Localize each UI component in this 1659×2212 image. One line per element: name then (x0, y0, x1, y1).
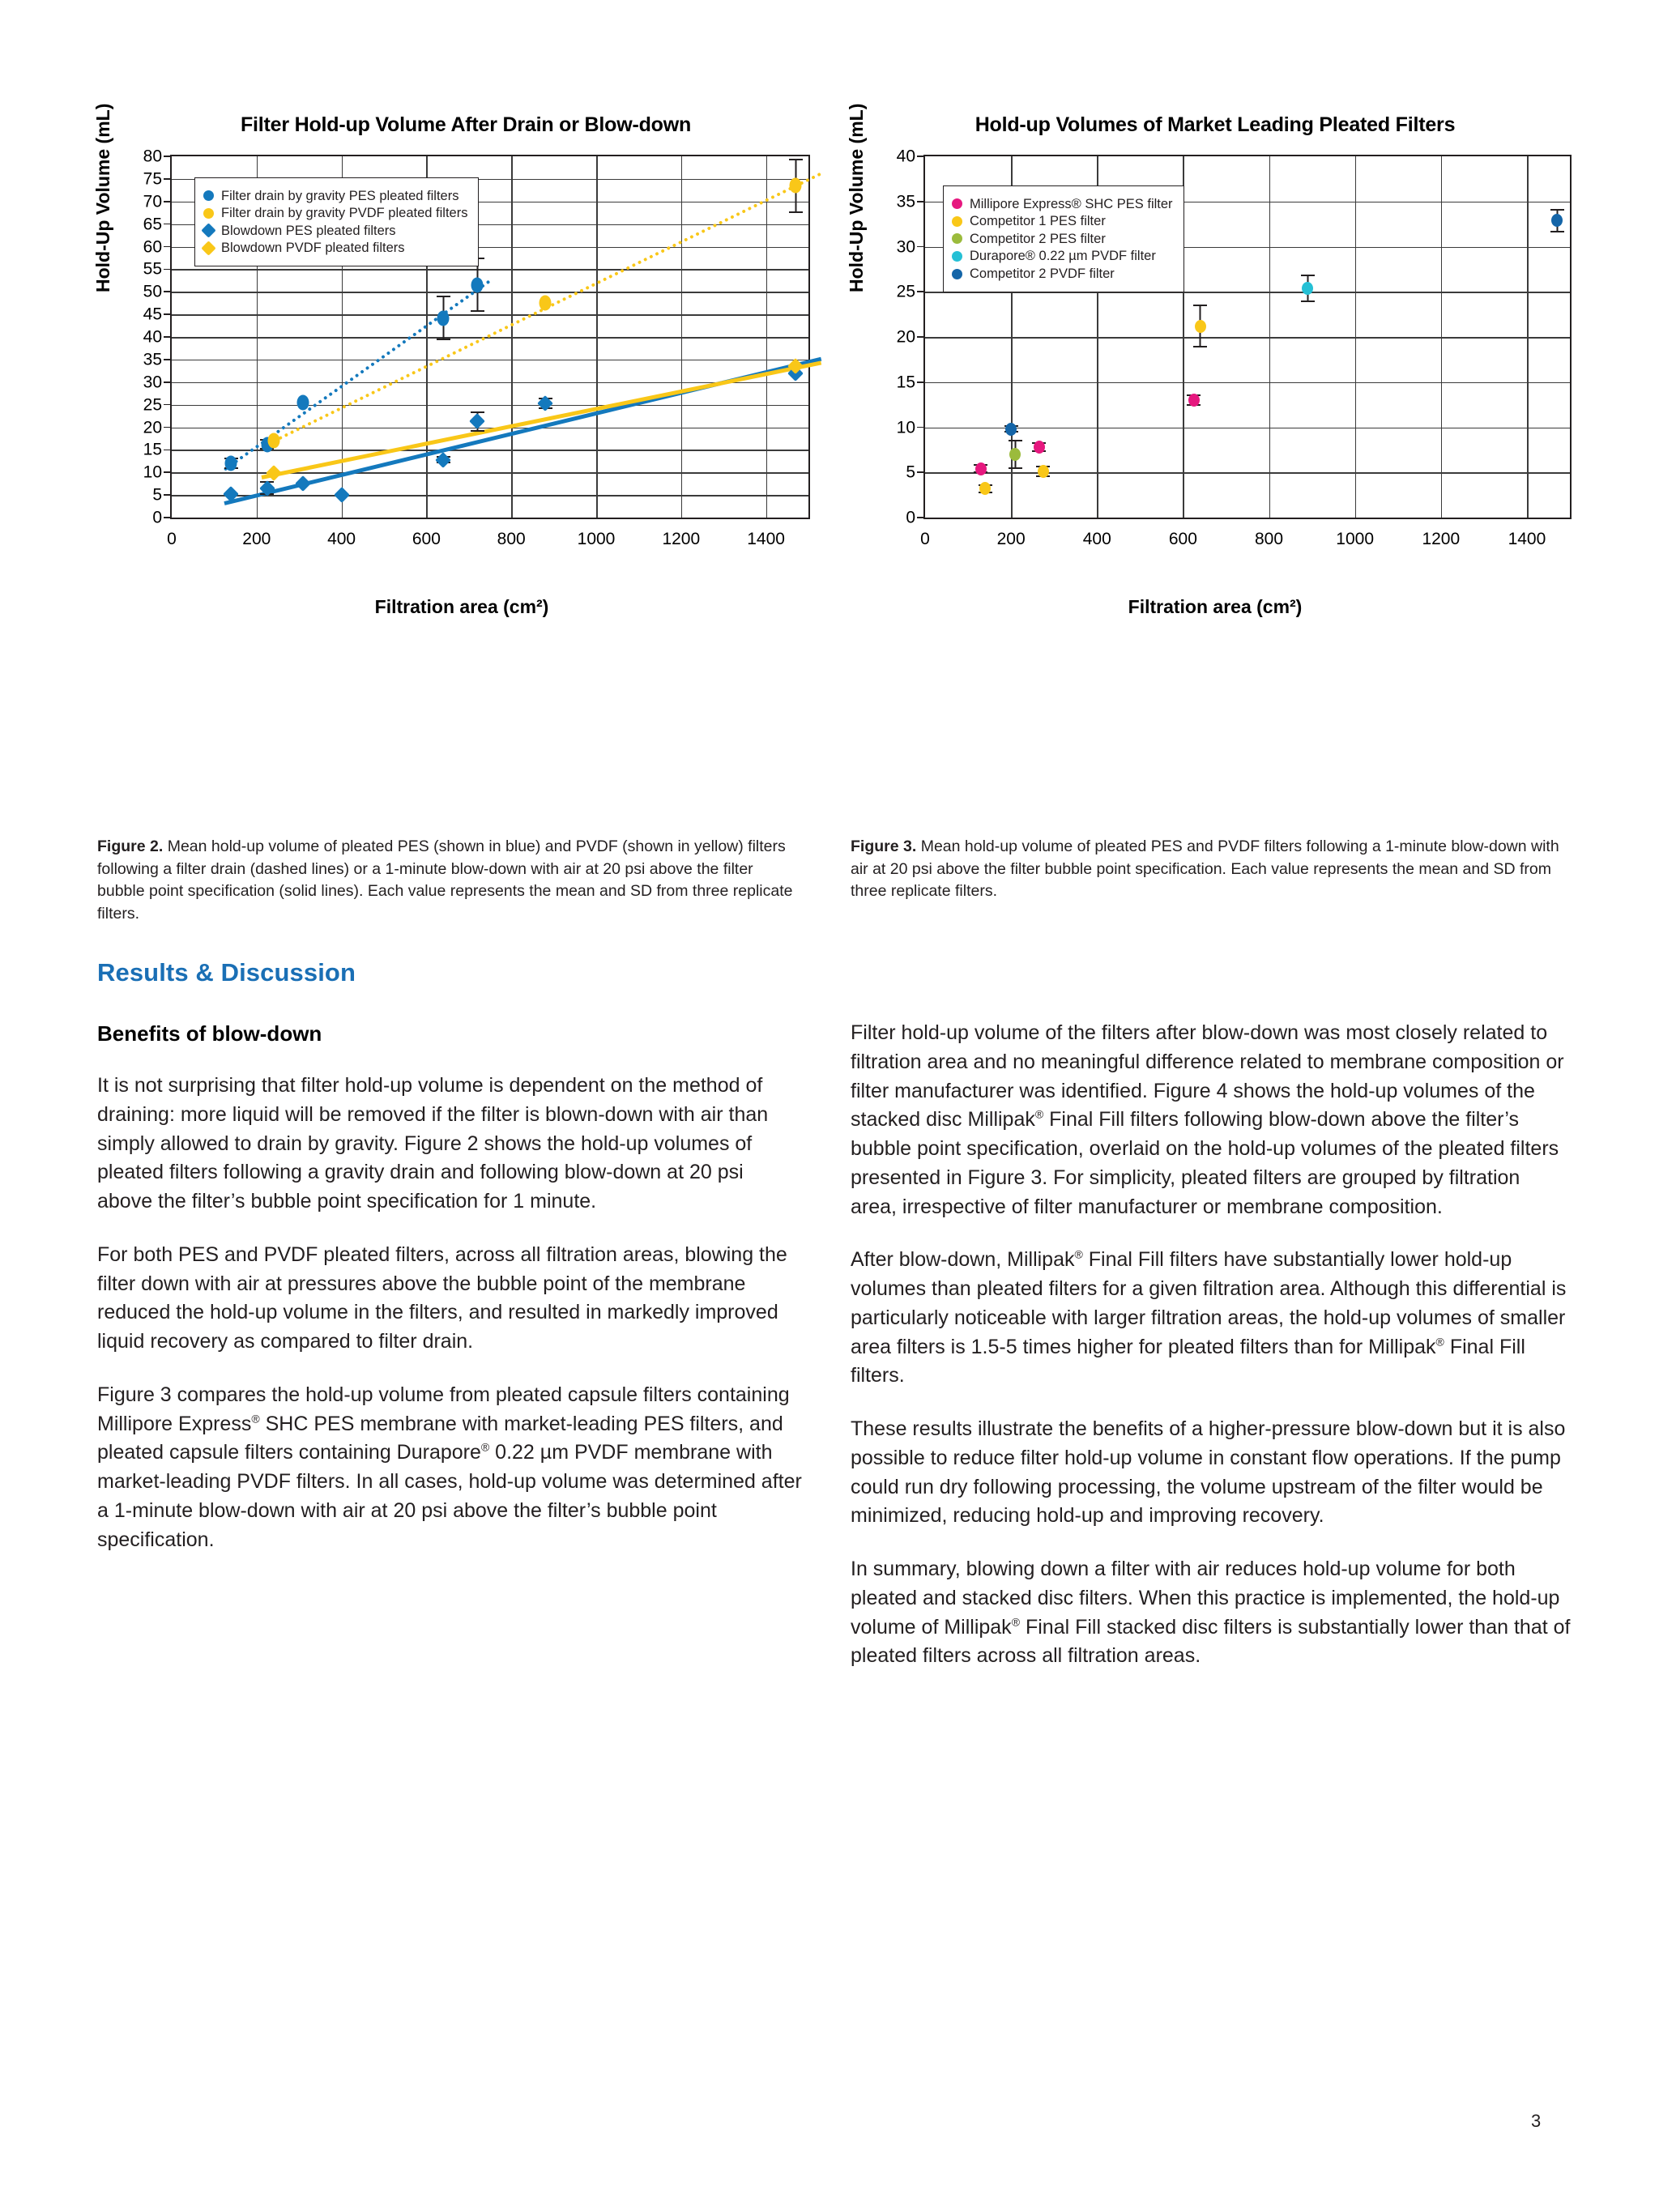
y-axis-tick-label: 25 (896, 282, 915, 301)
legend-item (952, 249, 1173, 263)
x-axis-tick-label: 800 (497, 530, 526, 548)
y-axis-tick-mark (917, 336, 925, 338)
data-point (267, 433, 279, 449)
legend-item (203, 189, 467, 203)
data-point (437, 310, 450, 326)
x-axis-tick-label: 1000 (577, 530, 616, 548)
y-axis-tick-mark (917, 517, 925, 518)
data-point (979, 482, 991, 495)
data-point (266, 465, 282, 481)
paragraph (97, 1381, 802, 1555)
gridline-horizontal (172, 292, 808, 293)
figure-3-block (846, 103, 1580, 641)
x-axis-tick-label: 400 (1082, 530, 1111, 548)
figure-3-x-axis-label: Filtration area (cm²) (1128, 596, 1303, 617)
y-axis-tick-mark (164, 494, 172, 496)
x-axis-tick-label: 1200 (662, 530, 701, 548)
figure-2-plot-area (143, 147, 810, 548)
legend-item (952, 197, 1173, 211)
figure-3-y-axis-label: Hold-Up Volume (mL) (846, 103, 867, 292)
y-axis-tick-label: 0 (152, 508, 162, 527)
y-axis-tick-mark (164, 224, 172, 225)
figures-row (0, 103, 1659, 818)
data-point (790, 178, 802, 194)
gridline-vertical (766, 156, 768, 518)
x-axis-tick-label: 600 (412, 530, 441, 548)
gridline-vertical (596, 156, 598, 518)
data-point (435, 452, 451, 468)
figure-3-caption-label: Figure 3. (851, 837, 917, 855)
figure-2-block (92, 103, 826, 641)
registered-mark: ® (251, 1412, 260, 1426)
legend-marker-circle-green (952, 233, 962, 244)
paragraph-part: Final Fill filters. (851, 1335, 1525, 1387)
legend-item (952, 232, 1173, 246)
y-axis-tick-mark (164, 291, 172, 292)
legend-item (203, 224, 467, 238)
registered-mark: ® (1074, 1247, 1083, 1261)
data-point (1034, 441, 1045, 454)
legend-item (952, 214, 1173, 228)
data-point (975, 462, 987, 475)
y-axis-tick-mark (917, 201, 925, 202)
registered-mark: ® (1034, 1107, 1044, 1121)
paragraph (851, 1019, 1572, 1221)
gridline-horizontal (925, 472, 1570, 474)
y-axis-tick-label: 55 (143, 259, 162, 279)
y-axis-tick-label: 30 (143, 373, 162, 392)
paragraph-part: Figure 3 compares the hold-up volume from pleated capsule filters containing Millipore Express (97, 1383, 790, 1435)
registered-mark: ® (1435, 1335, 1444, 1349)
y-axis-tick-label: 25 (143, 395, 162, 415)
data-point (1009, 448, 1021, 461)
legend-label: Filter drain by gravity PES pleated filters (221, 188, 459, 203)
y-axis-tick-label: 70 (143, 192, 162, 211)
y-axis-tick-label: 5 (152, 485, 162, 505)
registered-mark: ® (480, 1441, 490, 1455)
legend-item (203, 241, 467, 255)
figure-3-caption (851, 836, 1563, 903)
registered-mark: ® (1011, 1615, 1021, 1629)
y-axis-tick-mark (917, 471, 925, 473)
figure-3-legend (943, 185, 1184, 292)
data-point (1005, 423, 1017, 436)
y-axis-tick-label: 60 (143, 237, 162, 256)
y-axis-tick-label: 75 (143, 169, 162, 189)
body-column-right (851, 1019, 1572, 1671)
legend-label: Blowdown PES pleated filters (221, 223, 396, 238)
y-axis-tick-label: 50 (143, 282, 162, 301)
y-axis-tick-label: 80 (143, 147, 162, 166)
figure-3-plot-area (896, 147, 1572, 548)
figure-2-caption (97, 836, 802, 926)
y-axis-tick-label: 35 (143, 350, 162, 369)
y-axis-tick-mark (917, 291, 925, 292)
y-axis-tick-mark (917, 427, 925, 428)
y-axis-tick-mark (164, 336, 172, 338)
gridline-vertical (1441, 156, 1443, 518)
y-axis-tick-mark (164, 517, 172, 518)
y-axis-tick-mark (917, 156, 925, 157)
x-axis-tick-label: 600 (1168, 530, 1197, 548)
gridline-horizontal (172, 269, 808, 271)
y-axis-tick-label: 30 (896, 237, 915, 256)
y-axis-tick-label: 5 (906, 462, 915, 482)
y-axis-tick-label: 0 (906, 508, 915, 527)
figure-2-legend (194, 177, 479, 266)
y-axis-tick-mark (164, 359, 172, 360)
data-point (1551, 214, 1563, 227)
y-axis-tick-mark (164, 269, 172, 271)
legend-marker-circle-yellow (203, 208, 214, 219)
y-axis-tick-mark (164, 404, 172, 406)
paragraph (851, 1246, 1572, 1391)
paragraph-part: Final Fill stacked disc filters is substantially lower than that of pleated filters across all filtration areas. (851, 1615, 1571, 1668)
paragraph (851, 1555, 1572, 1671)
data-point (1195, 320, 1206, 333)
gridline-vertical (1355, 156, 1357, 518)
data-point (1302, 282, 1313, 295)
paragraph: These results illustrate the benefits of a higher-pressure blow-down but it is also possible to reduce filter hold-up volume in constant flow operations. If the pump could run dry following processing, the volume upstream of the filter would be minimized, reducing hold-up and improving recovery. (851, 1417, 1566, 1528)
legend-marker-diamond-blue (201, 224, 215, 238)
gridline-vertical (1527, 156, 1529, 518)
x-axis-tick-label: 400 (327, 530, 356, 548)
legend-marker-circle-blue (203, 190, 214, 201)
y-axis-tick-label: 45 (143, 305, 162, 324)
body-column-left (97, 1019, 802, 1554)
y-axis-tick-mark (164, 313, 172, 315)
figure-3-title: Hold-up Volumes of Market Leading Pleated Filters (975, 113, 1456, 136)
subsection-heading: Benefits of blow-down (97, 1021, 322, 1046)
gridline-horizontal (172, 314, 808, 316)
y-axis-tick-mark (164, 427, 172, 428)
section-heading: Results & Discussion (97, 958, 356, 987)
y-axis-tick-mark (917, 246, 925, 248)
legend-marker-circle-yellow (952, 216, 962, 227)
figure-3-caption-text: Mean hold-up volume of pleated PES and PVDF filters following a 1-minute blow-down with air at 20 psi above the filter bubble point specification. Each value represents the mean and SD from three replicate filters. (851, 837, 1559, 901)
page-number: 3 (1531, 2111, 1542, 2131)
figure-2-title: Filter Hold-up Volume After Drain or Blow-down (240, 113, 692, 136)
y-axis-tick-mark (164, 156, 172, 157)
legend-label: Competitor 2 PVDF filter (970, 266, 1115, 282)
paragraph-part: Final Fill filters following blow-down above the filter’s bubble point specification, overlaid on the hold-up volumes of the pleated filters presented in Figure 3. For simplicity, pleated filters are grouped by filtration area, irrespective of filter manufacturer or membrane composition. (851, 1108, 1559, 1218)
legend-label: Filter drain by gravity PVDF pleated filters (221, 206, 468, 221)
x-axis-tick-label: 200 (996, 530, 1026, 548)
y-axis-tick-mark (164, 178, 172, 180)
y-axis-tick-mark (917, 381, 925, 383)
legend-marker-diamond-yellow (201, 241, 215, 255)
figure-2-caption-label: Figure 2. (97, 837, 164, 855)
x-axis-tick-label: 1400 (1508, 530, 1546, 548)
x-axis-tick-label: 200 (242, 530, 271, 548)
paragraph-part: SHC PES membrane with market-leading PES filters, and pleated capsule filters containing Durapore (97, 1412, 783, 1464)
gridline-vertical (1269, 156, 1271, 518)
y-axis-tick-label: 10 (143, 462, 162, 482)
x-axis-tick-label: 1200 (1422, 530, 1461, 548)
gridline-vertical (511, 156, 513, 518)
y-axis-tick-mark (164, 471, 172, 473)
legend-item (952, 266, 1173, 281)
gridline-horizontal (925, 428, 1570, 429)
data-point (1188, 394, 1200, 407)
gridline-horizontal (172, 405, 808, 407)
x-axis-tick-label: 1400 (747, 530, 785, 548)
paragraph-part: 0.22 µm PVDF membrane with market-leading PVDF filters. In all cases, hold-up volume was determined after a 1-minute blow-down with air at 20 psi above the filter’s bubble point specification. (97, 1441, 802, 1551)
gridline-horizontal (172, 360, 808, 361)
y-axis-tick-label: 20 (896, 327, 915, 347)
legend-label: Blowdown PVDF pleated filters (221, 241, 405, 256)
y-axis-tick-mark (164, 246, 172, 248)
data-point (296, 475, 312, 492)
legend-label: Competitor 1 PES filter (970, 214, 1106, 229)
y-axis-tick-label: 40 (896, 147, 915, 166)
paragraph-part: Final Fill filters have substantially lower hold-up volumes than pleated filters for a given filtration area. Although this differential is particularly noticeable with larger filtration areas, the hold-up volumes of smaller area filters is 1.5-5 times higher for pleated filters than for Millipak (851, 1248, 1567, 1358)
data-point (1038, 465, 1049, 478)
y-axis-tick-label: 10 (896, 418, 915, 437)
figure-2-y-axis-label: Hold-Up Volume (mL) (92, 103, 113, 292)
y-axis-tick-label: 15 (143, 440, 162, 459)
data-point (471, 277, 484, 292)
figure-2-caption-text: Mean hold-up volume of pleated PES (shown in blue) and PVDF (shown in yellow) filters following a filter drain (dashed lines) or a 1-minute blow-down with air at 20 psi above the filter bubble point specification (solid lines). Each value represents the mean and SD from three replicate filters. (97, 837, 793, 923)
data-point (225, 456, 237, 471)
y-axis-tick-label: 35 (896, 192, 915, 211)
y-axis-tick-mark (164, 381, 172, 383)
paragraph: For both PES and PVDF pleated filters, across all filtration areas, blowing the filter down with air at pressures above the bubble point of the membrane reduced the hold-up volume in the filters, and resulted in markedly improved liquid recovery as compared to filter drain. (97, 1242, 787, 1353)
legend-label: Competitor 2 PES filter (970, 231, 1106, 246)
x-axis-tick-label: 0 (920, 530, 930, 548)
data-point (334, 487, 350, 503)
legend-marker-circle-darkblue (952, 269, 962, 279)
y-axis-tick-label: 20 (143, 418, 162, 437)
paragraph-part: Filter hold-up volume of the filters after blow-down was most closely related to filtration area and no meaningful difference related to membrane composition or filter manufacturer was identified. Figure 4 shows the hold-up volumes of the stacked disc Millipak (851, 1021, 1564, 1132)
gridline-vertical (681, 156, 683, 518)
paragraph: It is not surprising that filter hold-up volume is dependent on the method of draining: more liquid will be removed if the filter is blown-down with air than simply allowed to drain by gravity. Figure 2 shows the hold-up volumes of pleated filters following a gravity drain and following blow-down at 20 psi above the filter’s bubble point specification for 1 minute. (97, 1074, 769, 1213)
legend-item (203, 206, 467, 220)
data-point (297, 394, 309, 410)
figure-2-x-axis-label: Filtration area (cm²) (374, 596, 549, 617)
legend-marker-circle-magenta (952, 198, 962, 209)
y-axis-tick-label: 40 (143, 327, 162, 347)
legend-label: Durapore® 0.22 µm PVDF filter (970, 249, 1156, 264)
data-point (539, 296, 552, 311)
x-axis-tick-label: 1000 (1336, 530, 1375, 548)
y-axis-tick-label: 15 (896, 373, 915, 392)
y-axis-tick-mark (164, 450, 172, 451)
legend-label: Millipore Express® SHC PES filter (970, 196, 1173, 211)
x-axis-tick-label: 800 (1255, 530, 1284, 548)
gridline-horizontal (925, 337, 1570, 339)
y-axis-tick-mark (164, 201, 172, 202)
paragraph-part: After blow-down, Millipak (851, 1248, 1075, 1272)
paragraph-part: In summary, blowing down a filter with air reduces hold-up volume for both pleated and stacked disc filters. When this practice is implemented, the hold-up volume of Millipak (851, 1558, 1560, 1639)
trend-line (261, 361, 821, 479)
x-axis-tick-label: 0 (167, 530, 177, 548)
gridline-horizontal (925, 382, 1570, 384)
y-axis-tick-label: 65 (143, 215, 162, 234)
legend-marker-circle-cyan (952, 251, 962, 262)
